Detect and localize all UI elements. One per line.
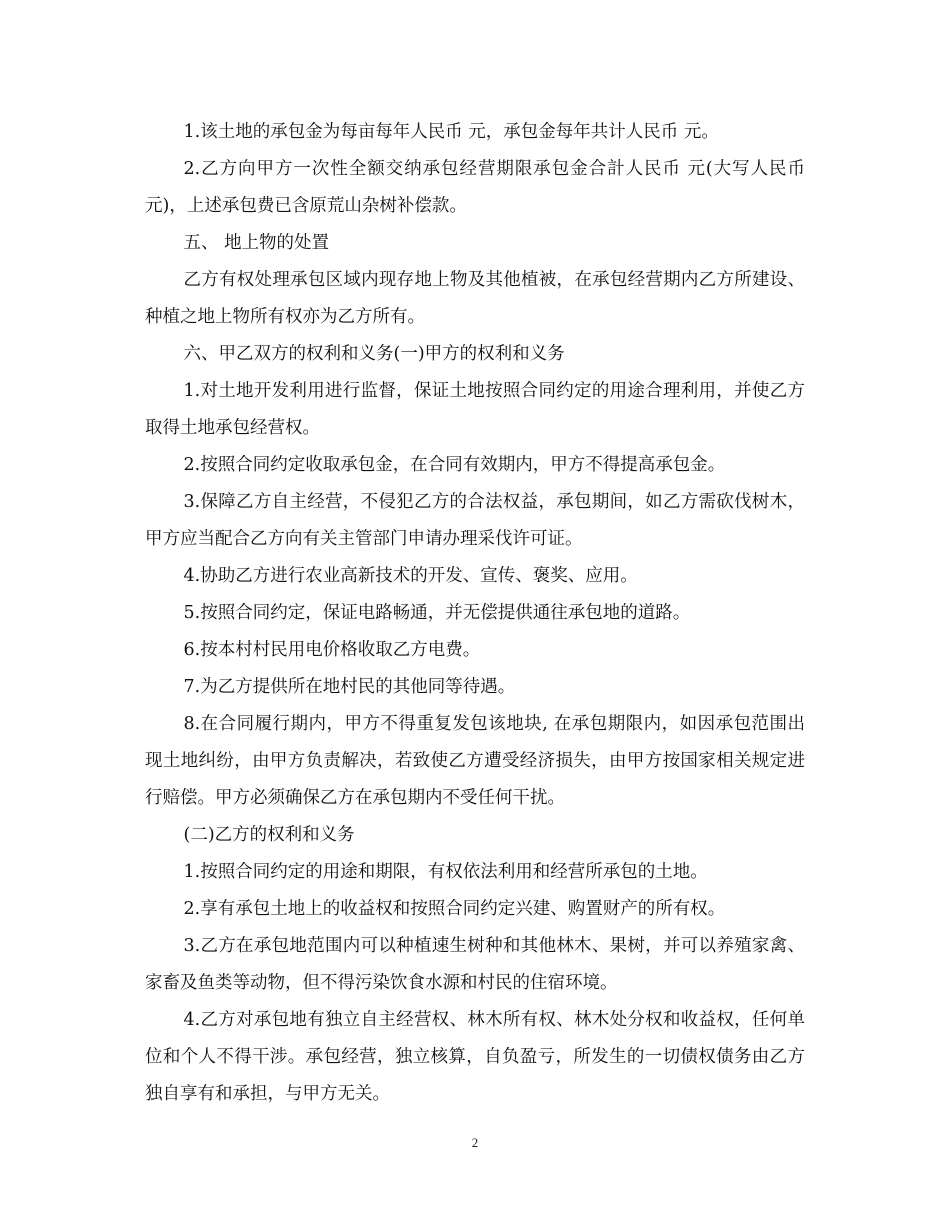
page-number: 2 xyxy=(471,1135,479,1150)
paragraph: 乙方有权处理承包区域内现存地上物及其他植被，在承包经营期内乙方所建设、种植之地上物所有权亦为乙方所有。 xyxy=(145,270,805,327)
document-body xyxy=(145,114,805,1113)
section-heading: 五、 地上物的处置 xyxy=(183,233,330,253)
paragraph: 1.按照合同约定的用途和期限，有权依法利用和经营所承包的土地。 xyxy=(183,862,708,882)
section-heading: 六、甲乙双方的权利和义务(一)甲方的权利和义务 xyxy=(183,344,565,364)
paragraph: 3.保障乙方自主经营，不侵犯乙方的合法权益，承包期间，如乙方需砍伐树木，甲方应当配合乙方向有关主管部门申请办理采伐许可证。 xyxy=(145,492,805,549)
paragraph: 2.享有承包土地上的收益权和按照合同约定兴建、购置财产的所有权。 xyxy=(183,899,726,919)
paragraph: 5.按照合同约定，保证电路畅通，并无偿提供通往承包地的道路。 xyxy=(183,603,691,623)
paragraph: 1.对土地开发利用进行监督，保证土地按照合同约定的用途合理利用，并使乙方取得土地承包经营权。 xyxy=(145,381,805,438)
paragraph: 6.按本村村民用电价格收取乙方电费。 xyxy=(183,640,481,660)
paragraph: 2.乙方向甲方一次性全额交纳承包经营期限承包金合計人民币 元(大写人民币 元)，上述承包费已含原荒山杂树补偿款。 xyxy=(145,159,805,216)
paragraph: 8.在合同履行期内，甲方不得重复发包该地块, 在承包期限内，如因承包范围出现土地纠纷，由甲方负责解决，若致使乙方遭受经济损失，由甲方按国家相关规定进行赔偿。甲方必须确保乙方在承包期内不受任何干扰。 xyxy=(145,714,805,808)
paragraph: 3.乙方在承包地范围内可以种植速生树种和其他林木、果树，并可以养殖家禽、家畜及鱼类等动物，但不得污染饮食水源和村民的住宿环境。 xyxy=(145,936,805,993)
paragraph: 4.乙方对承包地有独立自主经营权、林木所有权、林木处分权和收益权，任何单位和个人不得干涉。承包经营，独立核算，自负盈亏，所发生的一切债权债务由乙方独自享有和承担，与甲方无关。 xyxy=(145,1010,805,1104)
paragraph: 7.为乙方提供所在地村民的其他同等待遇。 xyxy=(183,677,516,697)
paragraph: 4.协助乙方进行农业高新技术的开发、宣传、褒奖、应用。 xyxy=(183,566,638,586)
paragraph: 1.该土地的承包金为每亩每年人民币 元，承包金每年共计人民币 元。 xyxy=(183,122,719,142)
paragraph: 2.按照合同约定收取承包金，在合同有效期内，甲方不得提高承包金。 xyxy=(183,455,726,475)
section-heading: (二)乙方的权利和义务 xyxy=(183,825,355,845)
